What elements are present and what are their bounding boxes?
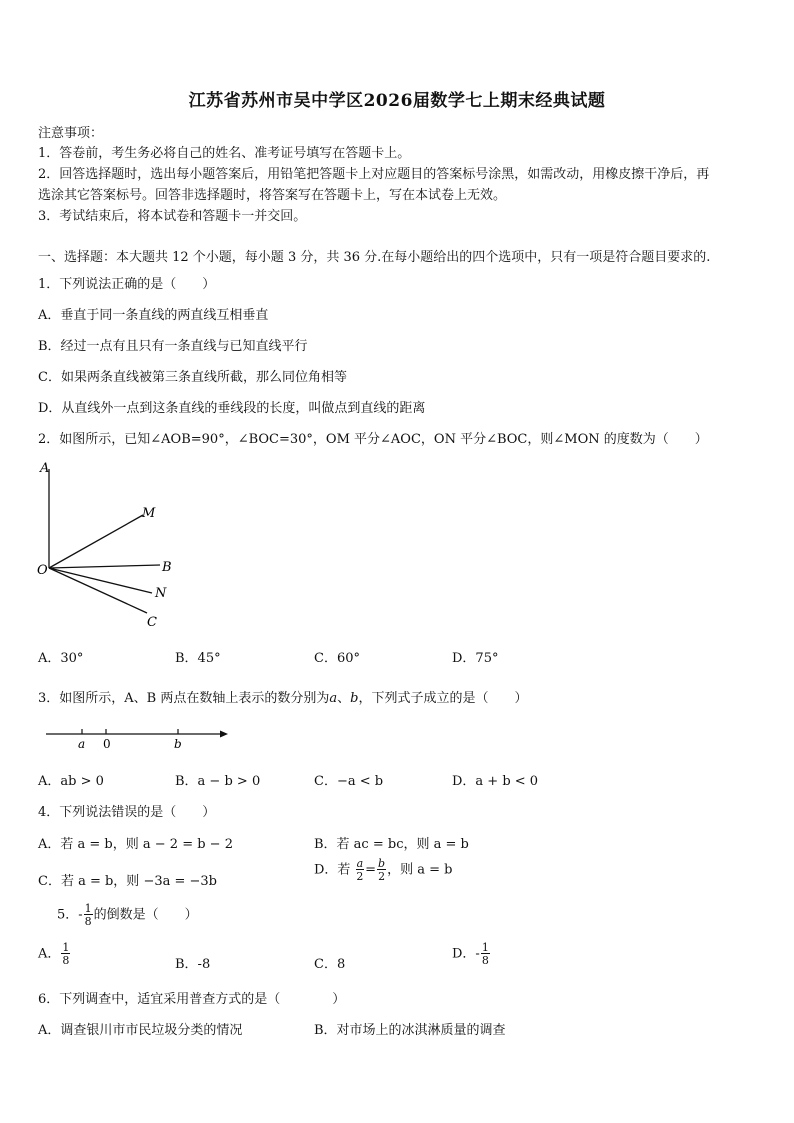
ray-ob	[49, 565, 160, 568]
numerator: 1	[62, 941, 70, 954]
option-a: A．ab > 0	[38, 774, 104, 789]
label-o: O	[37, 563, 48, 578]
question-stem: 2．如图所示，已知∠AOB=90°，∠BOC=30°，OM 平分∠AOC，ON 平分∠BOC，则∠MON 的度数为（ ）	[38, 432, 708, 447]
notice-item: 3．考试结束后，将本试卷和答题卡一并交回。	[38, 209, 307, 224]
option-b: B．45°	[175, 651, 221, 666]
option-d	[452, 942, 491, 966]
option-a: A．调查银川市市民垃圾分类的情况	[38, 1023, 243, 1038]
angle-figure	[30, 455, 180, 635]
arrow-icon	[220, 731, 228, 738]
option-c: C．若 a = b，则 −3a = −3b	[38, 874, 217, 889]
option-label: A．	[38, 946, 61, 962]
stem-prefix: 5．-	[57, 907, 83, 923]
ray-on	[49, 568, 152, 593]
exam-title: 江苏省苏州市吴中学区2026届数学七上期末经典试题	[188, 91, 606, 111]
notice-item: 2．回答选择题时，选出每小题答案后，用铅笔把答题卡上对应题目的答案标号涂黑，如需改动，用橡皮擦干净后，再	[38, 167, 710, 182]
notice-item: 选涂其它答案标号。回答非选择题时，将答案写在答题卡上，写在本试卷上无效。	[38, 188, 507, 203]
option-c: C．60°	[314, 651, 360, 666]
option-b: B．若 ac = bc，则 a = b	[314, 837, 469, 852]
option-a: A．若 a = b，则 a − 2 = b − 2	[38, 837, 233, 852]
question-stem	[57, 903, 198, 927]
option-b: B．经过一点有且只有一条直线与已知直线平行	[38, 339, 308, 354]
ray-oc	[49, 568, 147, 613]
denominator: 8	[481, 954, 489, 967]
denominator: 2	[378, 870, 386, 883]
denominator: 8	[84, 915, 92, 928]
ray-om	[49, 515, 143, 568]
fraction	[61, 942, 70, 966]
fraction	[356, 858, 365, 882]
numerator: 1	[481, 941, 489, 954]
denominator: 8	[62, 954, 70, 967]
label-b: B	[162, 560, 172, 575]
number-line	[40, 722, 240, 756]
option-d	[314, 858, 452, 882]
option-d: D．从直线外一点到这条直线的垂线段的长度，叫做点到直线的距离	[38, 401, 426, 416]
option-a: A．30°	[38, 651, 84, 666]
question-stem: 6．下列调查中，适宜采用普查方式的是（ ）	[38, 992, 346, 1007]
label-m: M	[142, 506, 156, 521]
option-b: B．-8	[175, 957, 211, 972]
option-c: C．−a < b	[314, 774, 384, 789]
separator: 、	[337, 691, 351, 706]
question-stem	[38, 687, 527, 706]
label-a: a	[78, 737, 86, 751]
section-heading: 一、选择题：本大题共 12 个小题，每小题 3 分，共 36 分.在每小题给出的四个选项中，只有一项是符合题目要求的.	[38, 250, 711, 265]
var-a: a	[329, 691, 338, 706]
label-b: b	[174, 737, 182, 751]
label-zero: 0	[103, 737, 111, 751]
label-c: C	[147, 615, 157, 630]
option-d: D．a + b < 0	[452, 774, 539, 789]
label-n: N	[155, 586, 167, 601]
option-suffix: ，则 a = b	[387, 862, 453, 878]
stem-suffix: 的倒数是（ ）	[93, 907, 198, 923]
option-a: A．垂直于同一条直线的两直线互相垂直	[38, 308, 269, 323]
denominator: 2	[356, 870, 364, 883]
fraction	[377, 858, 386, 882]
notice-heading: 注意事项：	[38, 126, 104, 141]
option-c: C．8	[314, 957, 346, 972]
option-a	[38, 942, 71, 966]
option-c: C．如果两条直线被第三条直线所截，那么同位角相等	[38, 370, 347, 385]
fraction	[84, 903, 93, 927]
option-b: B．对市场上的冰淇淋质量的调查	[314, 1023, 506, 1038]
option-d: D．75°	[452, 651, 499, 666]
stem-text: 3．如图所示，A、B 两点在数轴上表示的数分别为	[38, 691, 330, 706]
question-stem: 1．下列说法正确的是（ ）	[38, 277, 216, 292]
option-prefix: D．若	[314, 862, 351, 878]
option-label: D．-	[452, 946, 480, 962]
var-b: b	[350, 691, 359, 706]
notice-item: 1．答卷前，考生务必将自己的姓名、准考证号填写在答题卡上。	[38, 146, 411, 161]
stem-text: ，下列式子成立的是（ ）	[358, 691, 528, 706]
question-stem: 4．下列说法错误的是（ ）	[38, 805, 216, 820]
fraction	[481, 942, 490, 966]
option-b: B．a − b > 0	[175, 774, 261, 789]
equals-sign: =	[365, 862, 377, 878]
numerator: b	[378, 857, 386, 870]
label-a: A	[40, 461, 50, 476]
numerator: a	[356, 857, 364, 870]
numerator: 1	[84, 902, 92, 915]
